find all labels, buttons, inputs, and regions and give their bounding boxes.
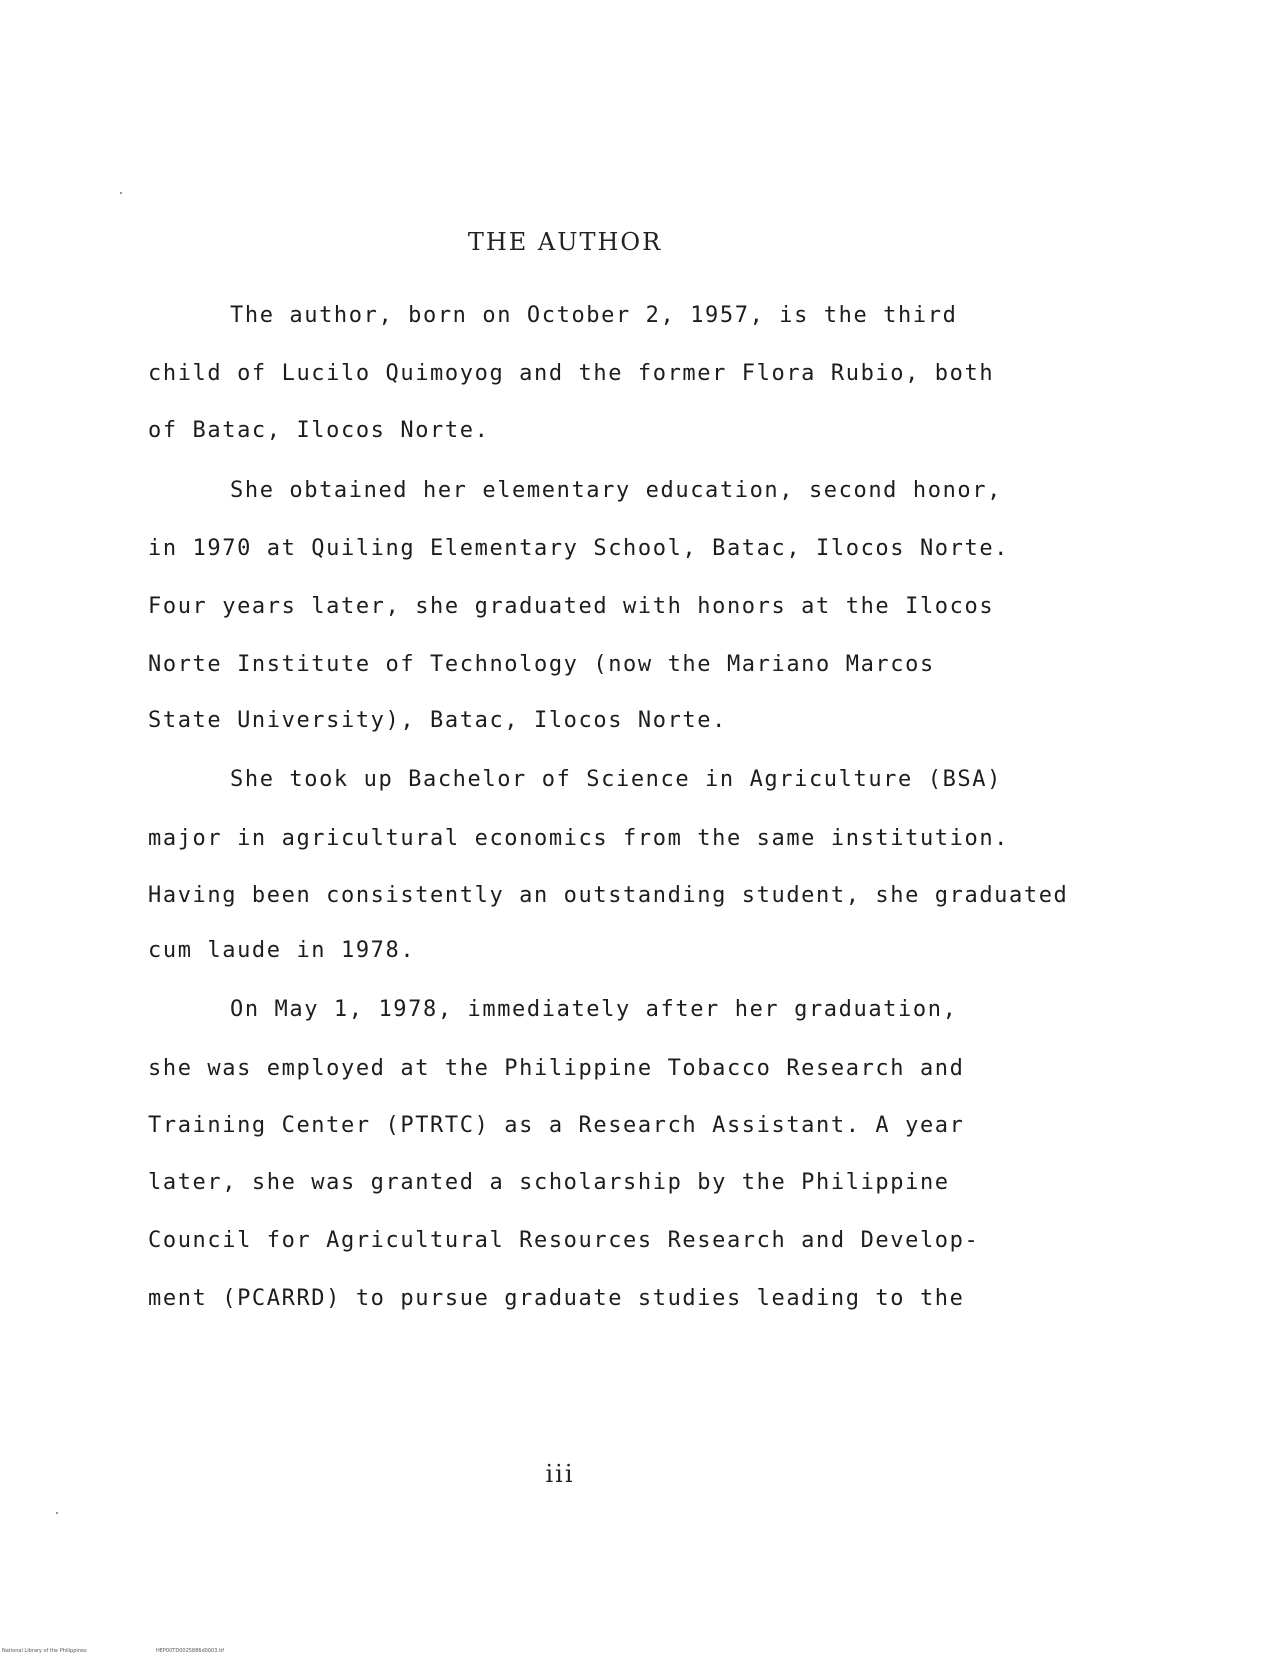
scan-speck	[120, 192, 122, 194]
text-line: On May 1, 1978, immediately after her graduation,	[230, 997, 958, 1022]
text-line: She obtained her elementary education, second honor,	[230, 478, 1002, 503]
text-line: Having been consistently an outstanding student, she graduated	[148, 883, 1069, 908]
scan-speck	[56, 1512, 58, 1514]
text-line: Norte Institute of Technology (now the Mariano Marcos	[148, 652, 935, 677]
text-line: cum laude in 1978.	[148, 938, 416, 963]
footer-library-name: National Library of the Philippines	[2, 1648, 87, 1654]
text-line: State University), Batac, Ilocos Norte.	[148, 708, 727, 733]
text-line: Training Center (PTRTC) as a Research Assistant. A year	[148, 1113, 965, 1138]
text-line: Council for Agricultural Resources Research and Develop-	[148, 1228, 980, 1253]
text-line: she was employed at the Philippine Tobacco Research and	[148, 1056, 965, 1081]
text-line: She took up Bachelor of Science in Agriculture (BSA)	[230, 767, 1002, 792]
text-line: in 1970 at Quiling Elementary School, Batac, Ilocos Norte.	[148, 536, 1010, 561]
text-line: child of Lucilo Quimoyog and the former Flora Rubio, both	[148, 361, 995, 386]
text-line: ment (PCARRD) to pursue graduate studies leading to the	[148, 1286, 965, 1311]
page-number: iii	[545, 1460, 575, 1488]
footer-file-id: HEP00TD0025886d0003.tif	[156, 1648, 225, 1654]
text-line: major in agricultural economics from the same institution.	[148, 826, 1010, 851]
text-line: of Batac, Ilocos Norte.	[148, 418, 490, 443]
text-line: later, she was granted a scholarship by the Philippine	[148, 1170, 950, 1195]
page-title: THE AUTHOR	[467, 228, 663, 256]
text-line: The author, born on October 2, 1957, is the third	[230, 303, 958, 328]
text-line: Four years later, she graduated with honors at the Ilocos	[148, 594, 995, 619]
